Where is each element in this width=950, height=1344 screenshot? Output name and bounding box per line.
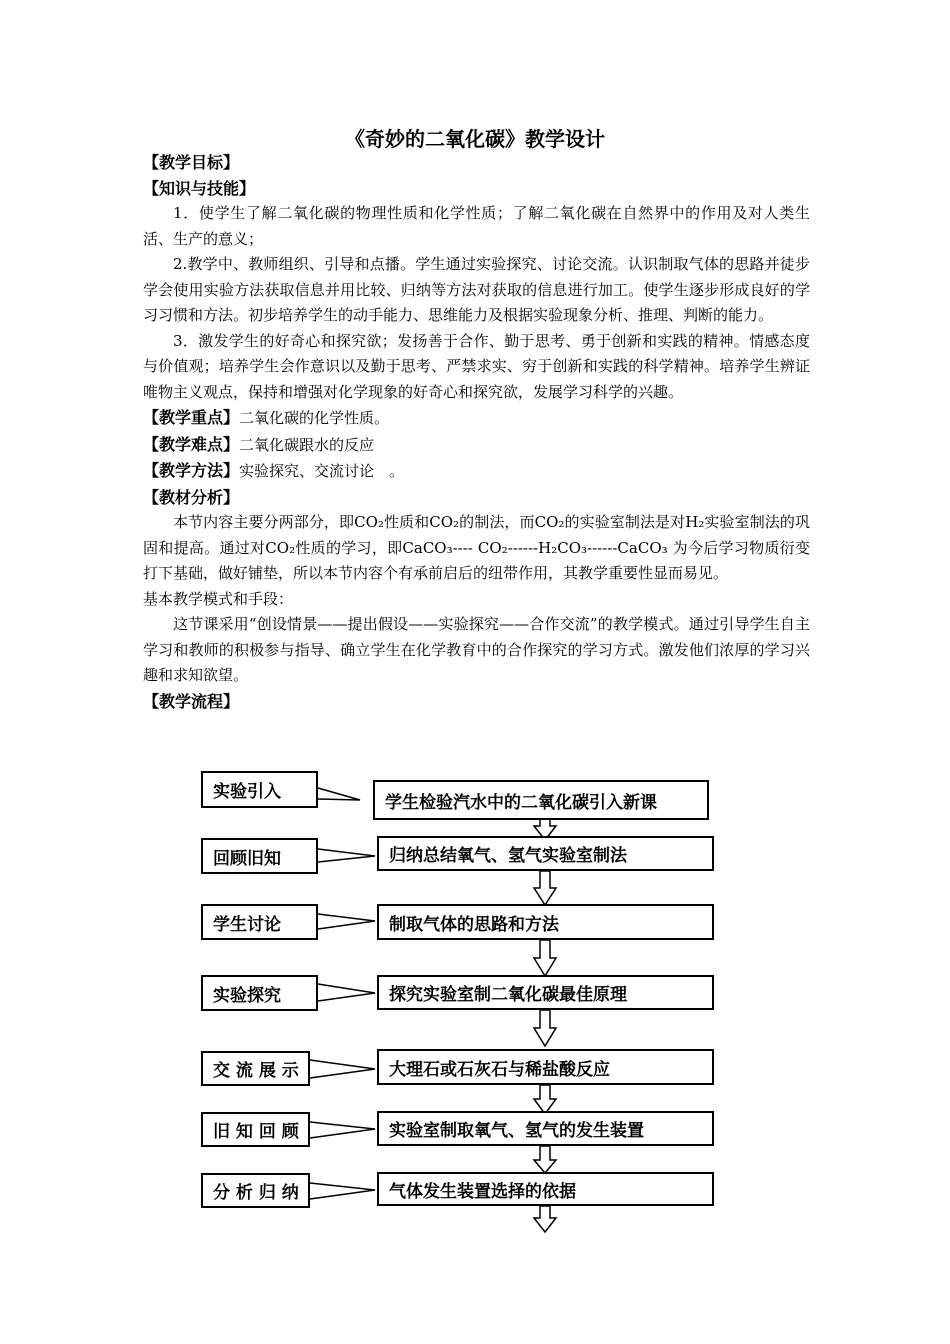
heading-goal: 【教学目标】 — [143, 153, 240, 172]
mode-paragraph: 这节课采用“创设情景——提出假设——实验探究——合作交流”的教学模式。通过引导学生自主学习和教师的积极参与指导、确立学生在化学教育中的合作探究的学习方式。激发他们浓厚的学习兴趣和求知欲望。 — [143, 615, 810, 684]
mode-label: 基本教学模式和手段： — [143, 589, 294, 608]
pointer-5 — [310, 1060, 375, 1078]
pointer-6 — [310, 1122, 375, 1138]
heading-flow: 【教学流程】 — [143, 691, 240, 711]
page-title: 《奇妙的二氧化碳》教学设计 — [345, 127, 605, 151]
down-arrow-5 — [534, 1085, 556, 1114]
flow-left-7: 分 析 归 纳 — [201, 1173, 310, 1208]
flow-step-5: 大理石或石灰石与稀盐酸反应 — [377, 1049, 714, 1085]
pointer-7 — [310, 1183, 375, 1199]
pointer-3 — [318, 914, 375, 929]
flow-step-4: 探究实验室制二氧化碳最佳原理 — [377, 975, 714, 1010]
key-text: 二氧化碳的化学性质。 — [239, 409, 390, 427]
flow-left-4: 实验探究 — [201, 975, 318, 1011]
flow-step-7: 气体发生装置选择的依据 — [377, 1172, 714, 1206]
down-arrow-2 — [534, 871, 556, 905]
flow-step-1: 学生检验汽水中的二氧化碳引入新课 — [373, 780, 709, 820]
method-text: 实验探究、交流讨论 。 — [239, 462, 405, 480]
down-arrow-6 — [534, 1146, 556, 1173]
difficulty-text: 二氧化碳跟水的反应 — [239, 435, 375, 454]
flow-step-6: 实验室制取氧气、氢气的发生装置 — [377, 1111, 714, 1146]
pointer-2 — [318, 849, 375, 862]
method-label: 【教学方法】 — [143, 461, 240, 480]
down-arrow-4 — [534, 1010, 556, 1046]
heading-material: 【教材分析】 — [143, 487, 240, 507]
paragraph-2: 2.教学中、教师组织、引导和点播。学生通过实验探究、讨论交流。认识制取气体的思路并徒步学会使用实验方法获取信息并用比较、归纳等方法对获取的信息进行加工。使学生逐步形成良好的学习习惯和方法。初步培养学生的动手能力、思维能力及根据实验现象分析、推理、判断的能力。 — [143, 255, 810, 324]
paragraph-3: 3．激发学生的好奇心和探究欲；发扬善于合作、勤于思考、勇于创新和实践的精神。情感态度与价值观；培养学生会作意识以及勤于思考、严禁求实、穷于创新和实践的科学精神。培养学生辨证唯物主义观点，保持和增强对化学现象的好奇心和探究欲，发展学习科学的兴趣。 — [143, 331, 810, 401]
pointer-1 — [318, 788, 360, 800]
flow-left-3: 学生讨论 — [201, 904, 318, 940]
heading-knowledge: 【知识与技能】 — [143, 178, 256, 198]
down-arrow-7 — [534, 1206, 556, 1232]
flow-step-2: 归纳总结氧气、氢气实验室制法 — [377, 836, 714, 871]
pointer-4 — [318, 984, 375, 1001]
flow-step-3: 制取气体的思路和方法 — [377, 904, 714, 940]
material-paragraph: 本节内容主要分两部分，即CO₂性质和CO₂的制法，而CO₂的实验室制法是对H₂实验室制法的巩固和提高。通过对CO₂性质的学习，即CaCO₃---- CO₂------H₂CO₃------CaCO₃ 为今后学习物质衍变打下基础，做好铺垫，所以本节内容个有承前启后的纽带作用，其教学重要性显而易见。 — [143, 513, 810, 582]
flow-left-1: 实验引入 — [201, 771, 318, 808]
paragraph-1: 1．使学生了解二氧化碳的物理性质和化学性质；了解二氧化碳在自然界中的作用及对人类生活、生产的意义； — [143, 204, 810, 248]
flow-left-2: 回顾旧知 — [201, 838, 318, 874]
down-arrow-3 — [534, 940, 556, 976]
flow-left-5: 交 流 展 示 — [201, 1051, 310, 1086]
flow-left-6: 旧 知 回 顾 — [201, 1112, 310, 1147]
key-label: 【教学重点】 — [143, 408, 240, 427]
difficulty-label: 【教学难点】 — [143, 434, 240, 454]
